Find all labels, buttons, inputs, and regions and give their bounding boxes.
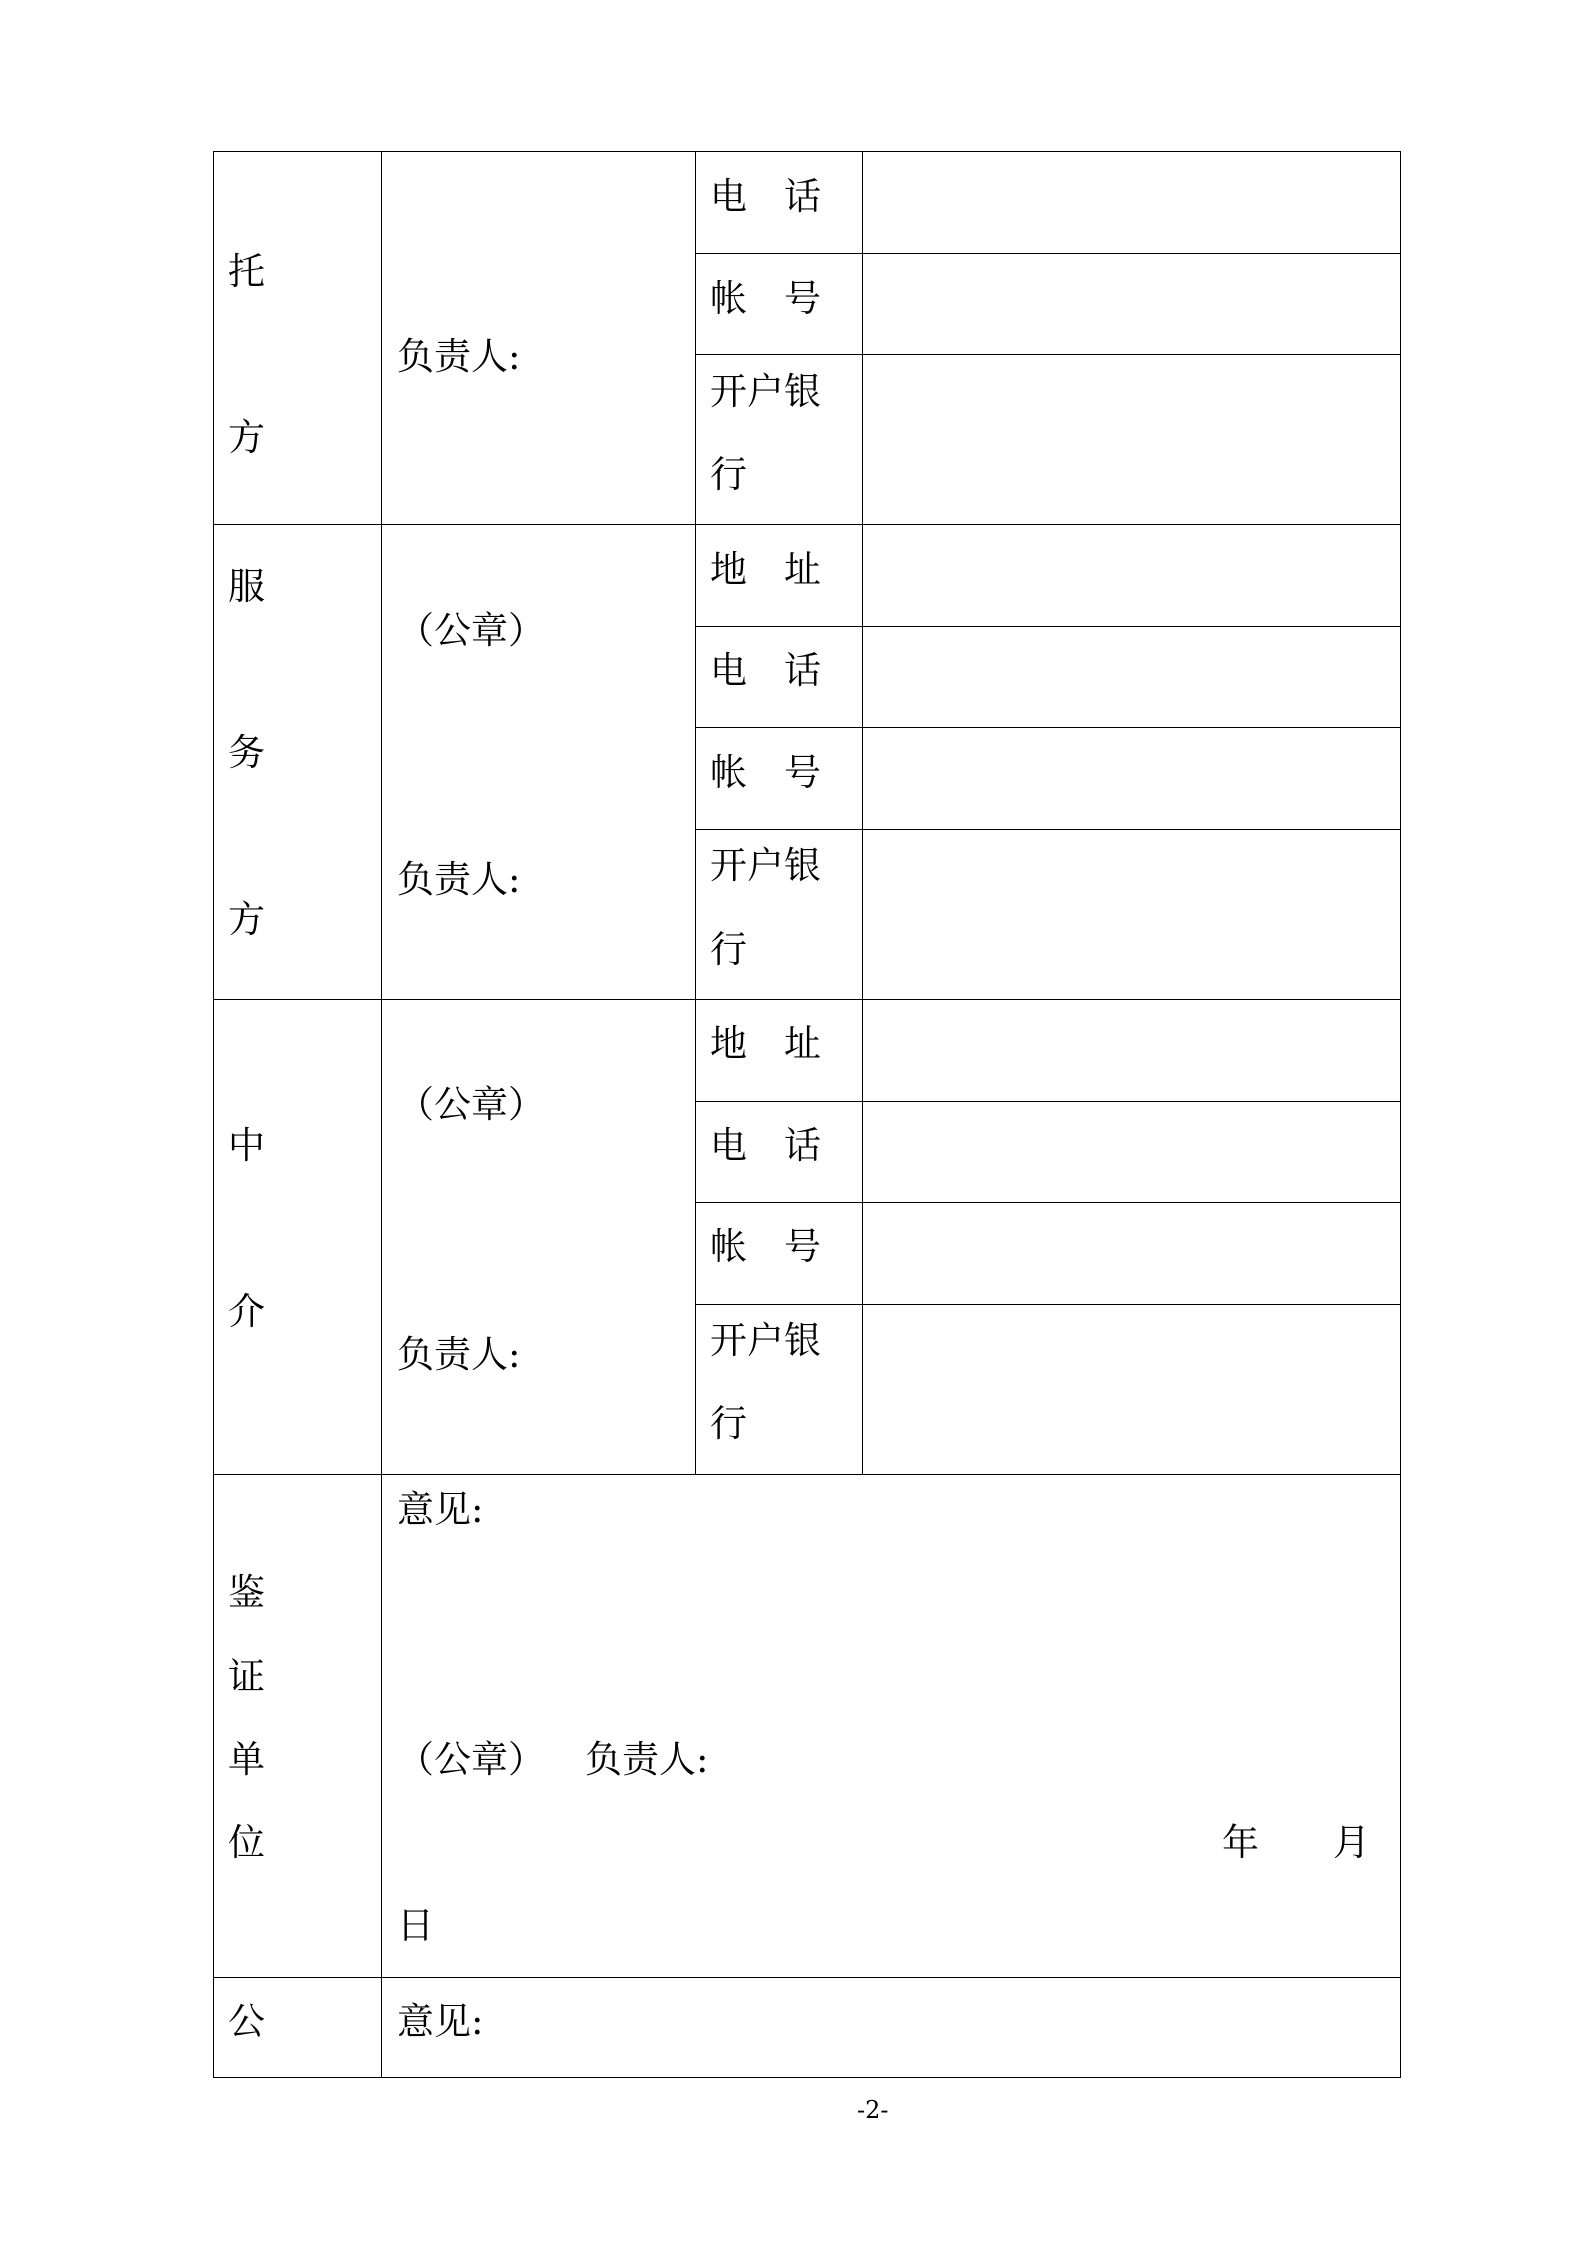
field-label-account: 帐 号 bbox=[710, 277, 821, 320]
section-label-char: 方 bbox=[228, 898, 265, 941]
row-divider bbox=[695, 626, 1401, 627]
section-label-char: 位 bbox=[228, 1821, 265, 1864]
table-border-top bbox=[213, 151, 1401, 152]
bank-value[interactable] bbox=[880, 847, 1380, 977]
field-label-phone: 电 话 bbox=[710, 175, 821, 218]
row-divider bbox=[695, 1202, 1401, 1203]
field-label-bank: 开户银 bbox=[710, 370, 821, 413]
account-value[interactable] bbox=[880, 1228, 1380, 1288]
field-label-bank: 行 bbox=[710, 1402, 747, 1445]
seal-label: （公章） bbox=[397, 1738, 545, 1781]
page-number: -2- bbox=[857, 2096, 889, 2124]
field-label-address: 地 址 bbox=[710, 1022, 821, 1065]
seal-label: （公章） bbox=[397, 1083, 545, 1126]
row-divider bbox=[695, 727, 1401, 728]
section-divider bbox=[213, 1474, 1401, 1475]
field-label-address: 地 址 bbox=[710, 548, 821, 591]
phone-value[interactable] bbox=[880, 178, 1380, 238]
section-label-char: 介 bbox=[228, 1290, 265, 1333]
section-label-char: 单 bbox=[228, 1738, 265, 1781]
section-label-char: 方 bbox=[228, 416, 265, 459]
section-divider bbox=[213, 999, 1401, 1000]
field-label-bank: 开户银 bbox=[710, 844, 821, 887]
day-label: 日 bbox=[397, 1904, 434, 1947]
address-value[interactable] bbox=[880, 1025, 1380, 1085]
section-divider bbox=[213, 524, 1401, 525]
table-border-right bbox=[1400, 151, 1401, 2078]
seal-label: （公章） bbox=[397, 609, 545, 652]
person-label: 负责人: bbox=[397, 1333, 521, 1376]
phone-value[interactable] bbox=[880, 652, 1380, 712]
row-divider bbox=[695, 253, 1401, 254]
section-label-char: 中 bbox=[228, 1124, 265, 1167]
phone-value[interactable] bbox=[880, 1127, 1380, 1187]
address-value[interactable] bbox=[880, 551, 1380, 611]
value-column-divider bbox=[862, 151, 863, 1475]
label-column-divider bbox=[381, 151, 382, 2078]
field-label-bank: 开户银 bbox=[710, 1319, 821, 1362]
section-label-char: 托 bbox=[228, 250, 265, 293]
field-label-phone: 电 话 bbox=[710, 1124, 821, 1167]
person-label: 负责人: bbox=[585, 1738, 709, 1781]
table-border-bottom bbox=[213, 2077, 1401, 2078]
opinion-label: 意见: bbox=[397, 1488, 484, 1531]
table-border-left bbox=[213, 151, 214, 2078]
account-value[interactable] bbox=[880, 280, 1380, 340]
person-label: 负责人: bbox=[397, 335, 521, 378]
year-label: 年 bbox=[1222, 1821, 1259, 1864]
field-label-account: 帐 号 bbox=[710, 751, 821, 794]
section-divider bbox=[213, 1977, 1401, 1978]
bank-value[interactable] bbox=[880, 373, 1380, 503]
month-label: 月 bbox=[1333, 1821, 1370, 1864]
section-label-char: 服 bbox=[228, 565, 265, 608]
account-value[interactable] bbox=[880, 754, 1380, 814]
section-label-char: 鉴 bbox=[228, 1571, 265, 1614]
bank-value[interactable] bbox=[880, 1322, 1380, 1452]
row-divider bbox=[695, 829, 1401, 830]
field-label-bank: 行 bbox=[710, 928, 747, 971]
field-label-bank: 行 bbox=[710, 453, 747, 496]
section-label-char: 证 bbox=[228, 1655, 265, 1698]
person-label: 负责人: bbox=[397, 858, 521, 901]
section-label-char: 公 bbox=[228, 2000, 265, 2043]
opinion-label: 意见: bbox=[397, 2000, 484, 2043]
field-label-phone: 电 话 bbox=[710, 649, 821, 692]
field-label-account: 帐 号 bbox=[710, 1225, 821, 1268]
section-label-char: 务 bbox=[228, 731, 265, 774]
field-column-divider bbox=[695, 151, 696, 1475]
row-divider bbox=[695, 1304, 1401, 1305]
row-divider bbox=[695, 1101, 1401, 1102]
row-divider bbox=[695, 354, 1401, 355]
